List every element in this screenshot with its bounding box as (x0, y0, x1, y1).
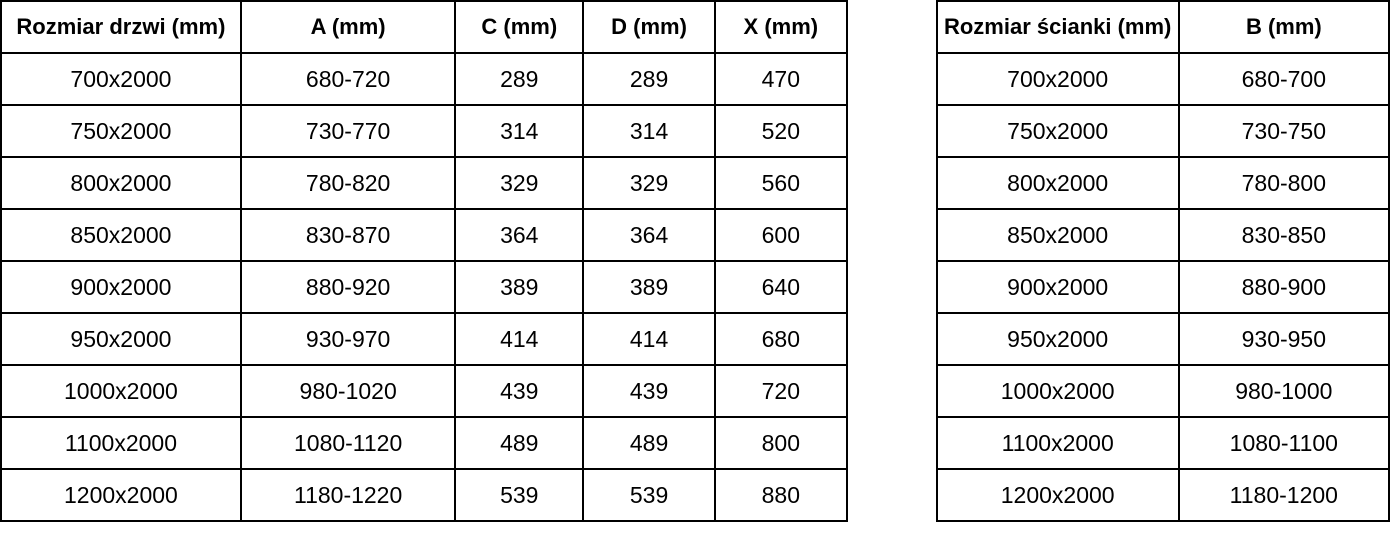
table-cell: 680 (715, 313, 847, 365)
table-cell: 750x2000 (1, 105, 241, 157)
table-cell: 414 (583, 313, 715, 365)
table-cell: 730-770 (241, 105, 456, 157)
table-cell: 800 (715, 417, 847, 469)
table-cell: 720 (715, 365, 847, 417)
table-row (1, 313, 847, 365)
table-cell: 1180-1200 (1179, 469, 1389, 521)
table-cell: 950x2000 (937, 313, 1179, 365)
table-cell: 439 (583, 365, 715, 417)
table-cell: 880-900 (1179, 261, 1389, 313)
table-cell: 1200x2000 (937, 469, 1179, 521)
table-cell: 329 (583, 157, 715, 209)
table-cell: 414 (455, 313, 583, 365)
table-cell: 930-970 (241, 313, 456, 365)
column-header-b: B (mm) (1179, 1, 1389, 53)
table-cell: 289 (583, 53, 715, 105)
table-cell: 880-920 (241, 261, 456, 313)
table-row (1, 157, 847, 209)
table-cell: 389 (583, 261, 715, 313)
table-row (937, 157, 1389, 209)
table-cell: 364 (455, 209, 583, 261)
table-row (937, 209, 1389, 261)
table-row (937, 261, 1389, 313)
table-cell: 289 (455, 53, 583, 105)
table-cell: 800x2000 (1, 157, 241, 209)
table-row (1, 105, 847, 157)
table-cell: 640 (715, 261, 847, 313)
table-row (1, 53, 847, 105)
table-row (937, 313, 1389, 365)
table-cell: 389 (455, 261, 583, 313)
column-header-c: C (mm) (455, 1, 583, 53)
table-cell: 364 (583, 209, 715, 261)
table-cell: 900x2000 (1, 261, 241, 313)
table-cell: 700x2000 (1, 53, 241, 105)
wall-panel-sizes-table (936, 0, 1390, 522)
table-cell: 1080-1100 (1179, 417, 1389, 469)
table-cell: 1200x2000 (1, 469, 241, 521)
table-row (1, 365, 847, 417)
table-cell: 1180-1220 (241, 469, 456, 521)
table-cell: 489 (455, 417, 583, 469)
table-cell: 520 (715, 105, 847, 157)
table-cell: 980-1020 (241, 365, 456, 417)
header-row (1, 1, 847, 53)
table-row (1, 417, 847, 469)
table-row (937, 417, 1389, 469)
column-header-d: D (mm) (583, 1, 715, 53)
table-cell: 930-950 (1179, 313, 1389, 365)
table-cell: 680-700 (1179, 53, 1389, 105)
column-header-rozmiar-scianki: Rozmiar ścianki (mm) (937, 1, 1179, 53)
table-cell: 1000x2000 (1, 365, 241, 417)
table-cell: 750x2000 (937, 105, 1179, 157)
table-cell: 700x2000 (937, 53, 1179, 105)
column-header-rozmiar-drzwi: Rozmiar drzwi (mm) (1, 1, 241, 53)
table-cell: 470 (715, 53, 847, 105)
table-cell: 850x2000 (1, 209, 241, 261)
table-row (1, 261, 847, 313)
table-cell: 730-750 (1179, 105, 1389, 157)
table-cell: 539 (455, 469, 583, 521)
table-cell: 1080-1120 (241, 417, 456, 469)
table-cell: 1000x2000 (937, 365, 1179, 417)
column-header-a: A (mm) (241, 1, 456, 53)
table-cell: 314 (455, 105, 583, 157)
table-cell: 1100x2000 (937, 417, 1179, 469)
table-cell: 600 (715, 209, 847, 261)
table-cell: 780-800 (1179, 157, 1389, 209)
table-row (937, 365, 1389, 417)
column-header-x: X (mm) (715, 1, 847, 53)
table-row (1, 209, 847, 261)
table-cell: 1100x2000 (1, 417, 241, 469)
table-cell: 680-720 (241, 53, 456, 105)
table-cell: 439 (455, 365, 583, 417)
table-cell: 850x2000 (937, 209, 1179, 261)
table-row (937, 469, 1389, 521)
header-row (937, 1, 1389, 53)
table-cell: 800x2000 (937, 157, 1179, 209)
table-cell: 780-820 (241, 157, 456, 209)
table-cell: 830-870 (241, 209, 456, 261)
table-cell: 329 (455, 157, 583, 209)
table-cell: 980-1000 (1179, 365, 1389, 417)
table-cell: 489 (583, 417, 715, 469)
table-cell: 560 (715, 157, 847, 209)
table-cell: 950x2000 (1, 313, 241, 365)
table-cell: 539 (583, 469, 715, 521)
table-row (1, 469, 847, 521)
table-cell: 900x2000 (937, 261, 1179, 313)
table-row (937, 105, 1389, 157)
table-row (937, 53, 1389, 105)
table-cell: 830-850 (1179, 209, 1389, 261)
table-cell: 314 (583, 105, 715, 157)
table-cell: 880 (715, 469, 847, 521)
